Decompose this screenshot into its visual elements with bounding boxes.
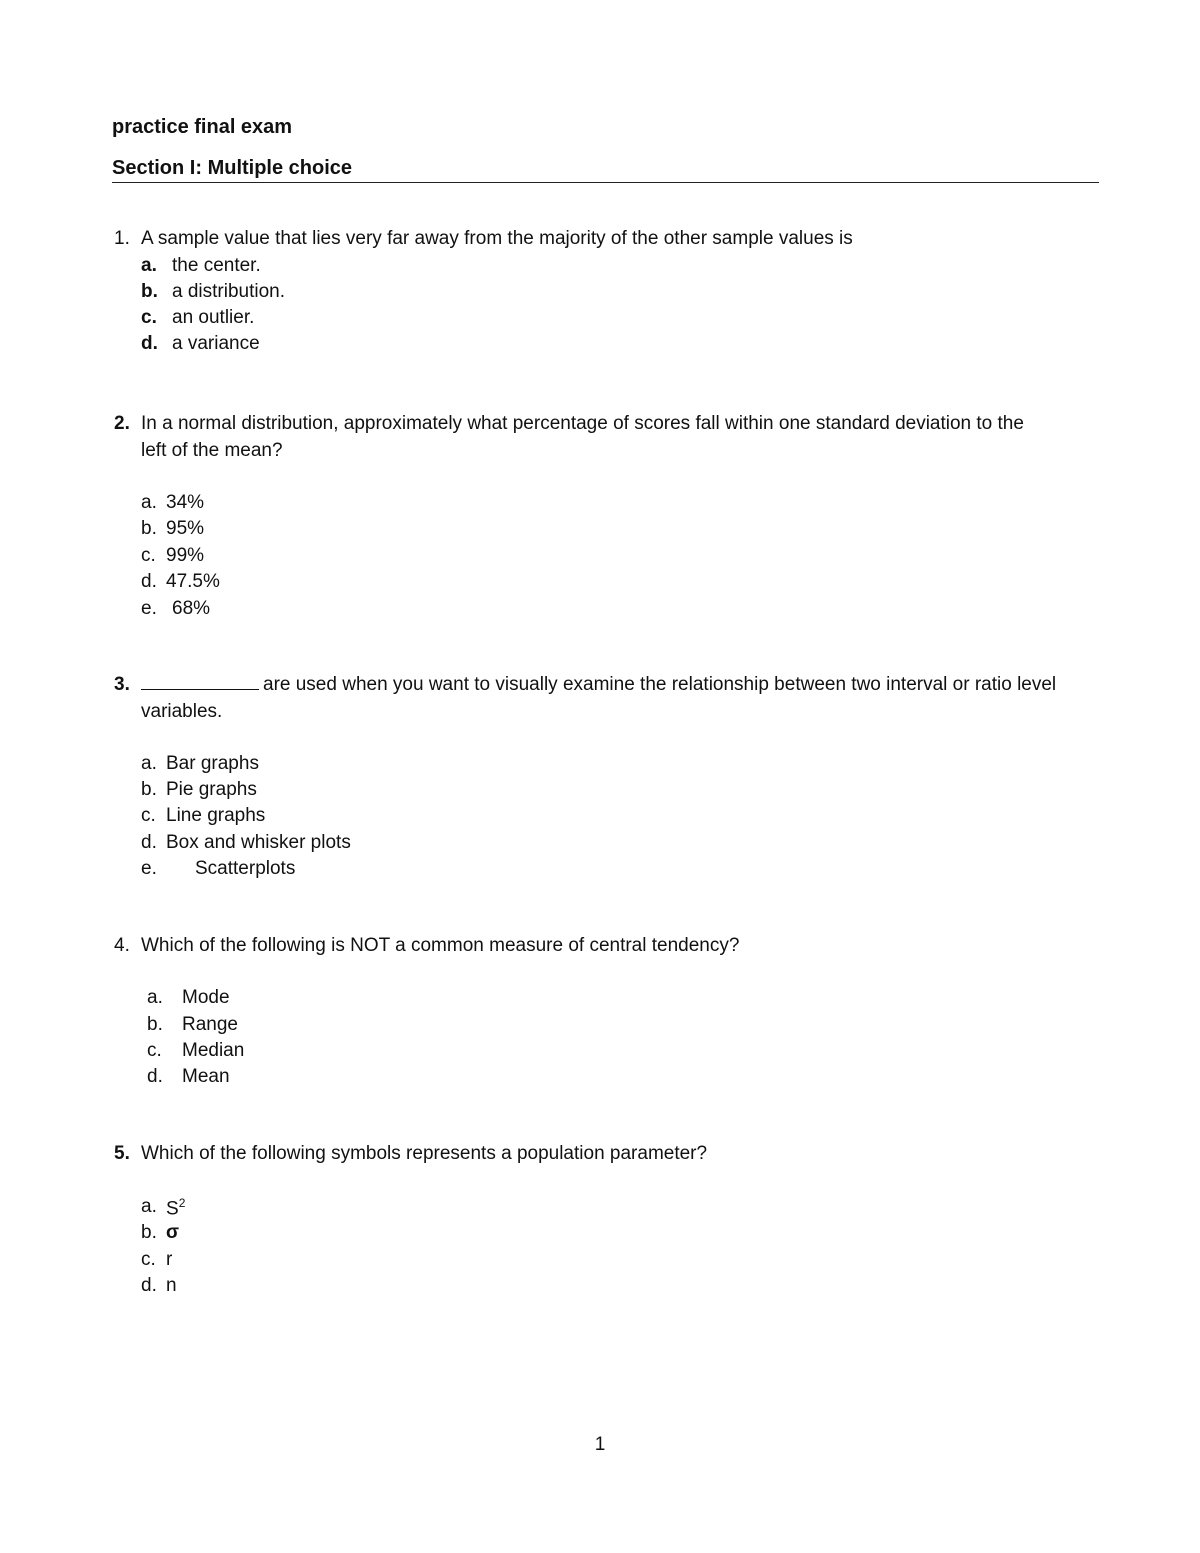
question-text-line-1: In a normal distribution, approximately what percentage of scores fall within one standard deviation to the	[141, 413, 1024, 434]
option-text: Range	[182, 1014, 238, 1035]
question-text-line-2: variables.	[141, 701, 223, 722]
option-letter: e.	[141, 858, 157, 879]
option-text: 47.5%	[166, 571, 220, 592]
option-superscript: 2	[178, 1196, 186, 1210]
option-text: Mode	[182, 987, 230, 1008]
option-text: Mean	[182, 1066, 230, 1087]
option-letter: b.	[141, 281, 158, 302]
option-letter: c.	[141, 545, 156, 566]
option-letter: b.	[141, 1222, 157, 1243]
option-letter: d.	[141, 1275, 157, 1296]
question-text: Which of the following symbols represents a population parameter?	[141, 1143, 708, 1164]
option-letter: a.	[147, 987, 163, 1008]
option-letter: c.	[141, 805, 156, 826]
option-text: the center.	[172, 255, 261, 276]
option-letter: a.	[141, 255, 157, 276]
option-text: 99%	[166, 545, 205, 566]
option-letter: d.	[141, 333, 158, 354]
option-text: Pie graphs	[166, 779, 257, 800]
question-text: A sample value that lies very far away from the majority of the other sample values is	[141, 228, 853, 249]
option-letter: d.	[147, 1066, 163, 1087]
option-letter: d.	[141, 832, 157, 853]
question-number: 4.	[114, 935, 130, 956]
option-letter: b.	[147, 1014, 163, 1035]
option-letter: b.	[141, 779, 157, 800]
option-letter: c.	[141, 307, 157, 328]
option-letter: a.	[141, 753, 157, 774]
option-text: Box and whisker plots	[166, 832, 351, 853]
document-title: practice final exam	[112, 116, 293, 138]
question-text-line-1	[141, 674, 1056, 696]
question-number: 1.	[114, 228, 130, 249]
option-symbol: S	[166, 1198, 179, 1220]
page-number: 1	[594, 1434, 606, 1455]
section-divider	[112, 182, 1099, 183]
option-letter: b.	[141, 518, 157, 539]
option-letter: c.	[147, 1040, 162, 1061]
option-text: 34%	[166, 492, 205, 513]
option-text: n	[166, 1275, 177, 1296]
section-title: Section I: Multiple choice	[112, 157, 353, 179]
question-text: Which of the following is NOT a common measure of central tendency?	[141, 935, 740, 956]
option-text: Scatterplots	[195, 858, 296, 879]
option-text: Median	[182, 1040, 245, 1061]
option-text: σ	[166, 1222, 179, 1243]
option-letter: d.	[141, 571, 157, 592]
option-text	[166, 1196, 185, 1220]
option-letter: a.	[141, 492, 157, 513]
option-letter: a.	[141, 1196, 157, 1217]
question-number: 2.	[114, 413, 130, 434]
option-text: 68%	[172, 598, 211, 619]
option-text: Bar graphs	[166, 753, 259, 774]
question-number: 5.	[114, 1143, 130, 1164]
question-number: 3.	[114, 674, 130, 695]
option-letter: e.	[141, 598, 157, 619]
option-text: a distribution.	[172, 281, 286, 302]
option-text: 95%	[166, 518, 205, 539]
option-text: r	[166, 1249, 173, 1270]
option-text: an outlier.	[172, 307, 255, 328]
question-text: are used when you want to visually examine the relationship between two interval or ratio level	[263, 674, 1057, 695]
option-text: Line graphs	[166, 805, 266, 826]
option-text: a variance	[172, 333, 260, 354]
question-text-line-2: left of the mean?	[141, 440, 283, 461]
option-letter: c.	[141, 1249, 156, 1270]
answer-blank	[141, 674, 259, 690]
